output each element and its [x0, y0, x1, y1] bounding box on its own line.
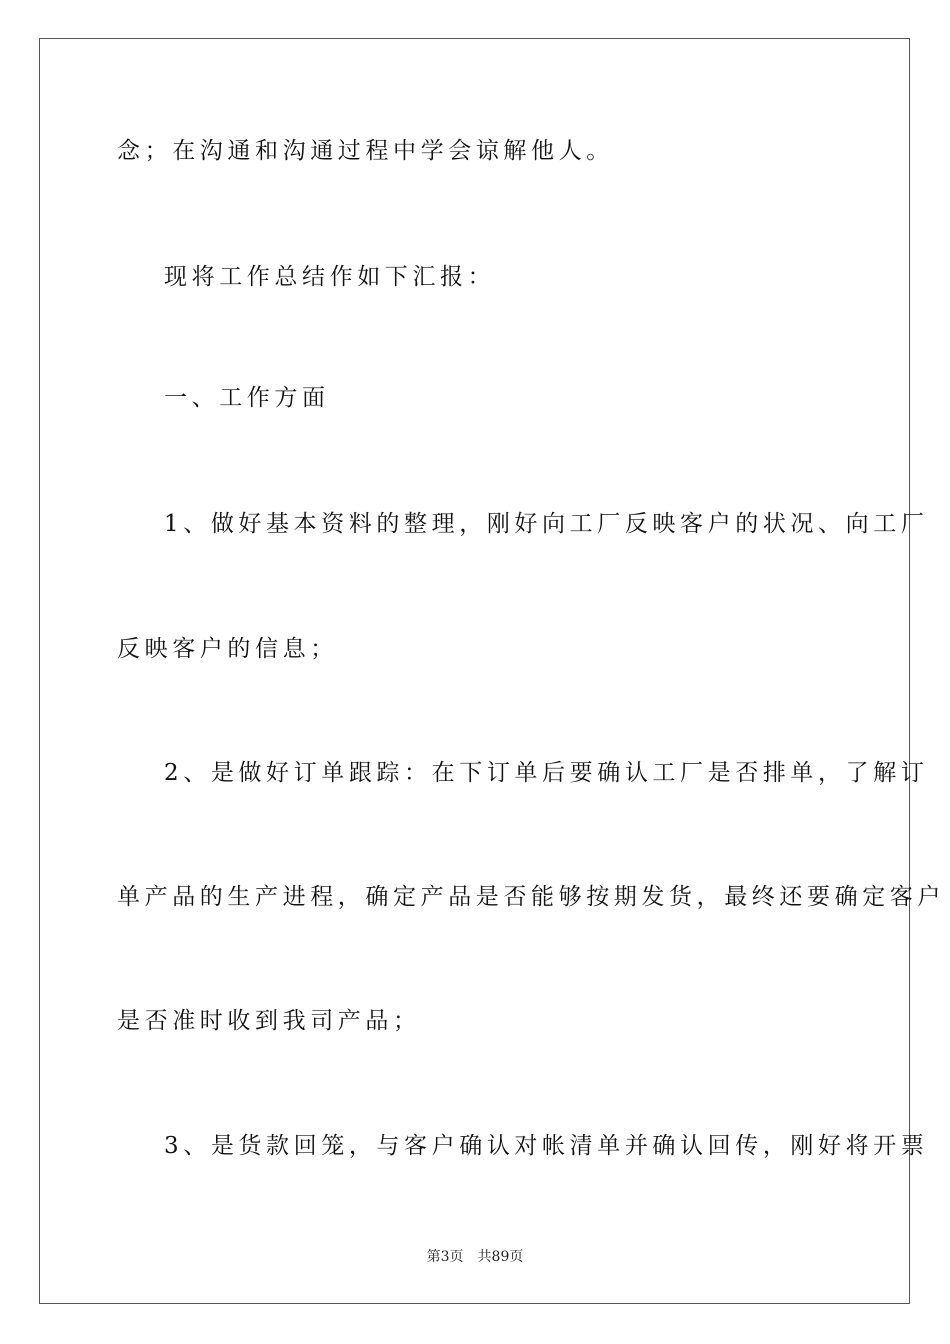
page-number: 第3页: [426, 1249, 464, 1265]
paragraph-line-6: 2、是做好订单跟踪：在下订单后要确认工厂是否排单，了解订: [164, 760, 929, 786]
paragraph-line-8: 是否准时收到我司产品；: [117, 1008, 421, 1034]
page-total: 共89页: [477, 1249, 524, 1265]
page-border: [39, 38, 910, 1304]
page-footer: [0, 1247, 950, 1267]
paragraph-line-7: 单产品的生产进程，确定产品是否能够按期发货，最终还要确定客户: [117, 884, 945, 910]
section-heading: 一、工作方面: [164, 385, 330, 411]
paragraph-line-5: 反映客户的信息；: [117, 636, 338, 662]
paragraph-line-4: 1、做好基本资料的整理，刚好向工厂反映客户的状况、向工厂: [164, 511, 929, 537]
paragraph-line-2: 现将工作总结作如下汇报：: [164, 264, 496, 290]
paragraph-line-1: 念；在沟通和沟通过程中学会谅解他人。: [117, 138, 614, 164]
paragraph-line-9: 3、是货款回笼，与客户确认对帐清单并确认回传，刚好将开票: [164, 1133, 929, 1159]
